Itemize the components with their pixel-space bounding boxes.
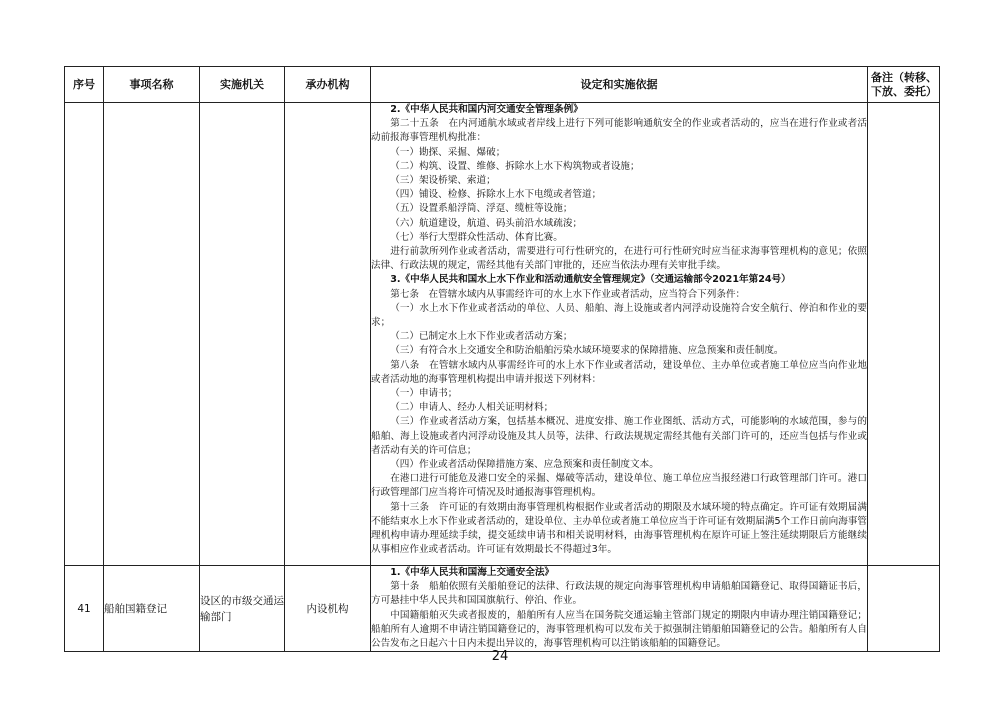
cell-handler: 内设机构 [285, 566, 371, 652]
regulation-clause: （一）申请书； [390, 388, 458, 400]
regulation-clause: （二）构筑、设置、维修、拆除水上水下构筑物或者设施； [390, 160, 640, 172]
header-seq: 序号 [65, 67, 104, 103]
cell-note [868, 103, 940, 566]
cell-basis [371, 103, 868, 566]
cell-item-name: 船舶国籍登记 [104, 566, 200, 652]
regulation-title: 2.《中华人民共和国内河交通安全管理条例》 [390, 104, 583, 115]
cell-authority [200, 103, 285, 566]
regulation-title: 1.《中华人民共和国海上交通安全法》 [390, 567, 555, 578]
permit-table [64, 66, 940, 652]
regulation-clause: 进行前款所列作业或者活动，需要进行可行性研究的，在进行可行性研究时应当征求海事管理机构的意见；依照法律、行政法规的规定，需经其他有关部门审批的，还应当依法办理有关审批手续。 [371, 246, 867, 272]
header-authority: 实施机关 [200, 67, 285, 103]
page-number: 24 [491, 649, 509, 664]
table-row [65, 103, 940, 566]
regulation-clause: （四）作业或者活动保障措施方案、应急预案和责任制度文本。 [390, 459, 659, 471]
cell-basis [371, 566, 868, 652]
cell-item-name [104, 103, 200, 566]
regulation-clause: （四）铺设、检修、拆除水上水下电缆或者管道； [390, 189, 602, 201]
regulation-clause: 第十条 船舶依照有关船舶登记的法律、行政法规的规定向海事管理机构申请船舶国籍登记、取得国籍证书后，方可悬挂中华人民共和国国旗航行、停泊、作业。 [371, 581, 867, 607]
cell-seq [65, 103, 104, 566]
regulation-clause: 第七条 在管辖水域内从事需经许可的水上水下作业或者活动，应当符合下列条件： [390, 288, 746, 300]
regulation-clause: 第八条 在管辖水域内从事需经许可的水上水下作业或者活动，建设单位、主办单位或者施工单位应当向作业地或者活动地的海事管理机构提出申请并报送下列材料： [371, 359, 867, 385]
cell-authority: 设区的市级交通运输部门 [200, 566, 285, 652]
regulation-clause: （三）作业或者活动方案，包括基本概况、进度安排、施工作业图纸、活动方式，可能影响的水域范围，参与的船舶、海上设施或者内河浮动设施及其人员等，法律、行政法规规定需经其他有关部门许可的，还应当包括与作业或者活动有关的许可信息； [371, 416, 867, 456]
header-handler: 承办机构 [285, 67, 371, 103]
table-row [65, 566, 940, 652]
regulation-clause: （二）已制定水上水下作业或者活动方案； [390, 331, 573, 343]
regulation-clause: （三）架设桥梁、索道； [390, 175, 496, 187]
regulation-clause: （一）勘探、采掘、爆破； [390, 146, 506, 158]
regulation-title: 3.《中华人民共和国水上水下作业和活动通航安全管理规定》（交通运输部令2021年第24号） [390, 274, 791, 286]
regulation-clause: 中国籍船舶灭失或者报废的，船舶所有人应当在国务院交通运输主管部门规定的期限内申请办理注销国籍登记；船舶所有人逾期不申请注销国籍登记的，海事管理机构可以发布关于拟强制注销船舶国籍登记的公告。船舶所有人自公告发布之日起六十日内未提出异议的，海事管理机构可以注销该船舶的国籍登记。 [371, 609, 867, 650]
header-item-name: 事项名称 [104, 67, 200, 103]
regulation-clause: （五）设置系船浮筒、浮趸、缆桩等设施； [390, 203, 573, 215]
regulation-clause: （三）有符合水上交通安全和防治船舶污染水域环境要求的保障措施、应急预案和责任制度。 [390, 345, 784, 357]
regulation-clause: 第二十五条 在内河通航水域或者岸线上进行下列可能影响通航安全的作业或者活动的，应当在进行作业或者活动前报海事管理机构批准： [371, 118, 867, 144]
header-note: 备注（转移、下放、委托） [868, 67, 940, 103]
cell-seq: 41 [65, 566, 104, 652]
regulation-clause: 第十三条 许可证的有效期由海事管理机构根据作业或者活动的期限及水域环境的特点确定。许可证有效期届满不能结束水上水下作业或者活动的，建设单位、主办单位或者施工单位应当于许可证有效期届满5个工作日前向海事管理机构申请办理延续手续，提交延续申请书和相关说明材料，由海事管理机构在原许可证上签注延续期限后方能继续从事相应作业或者活动。许可证有效期最长不得超过3年。 [371, 501, 867, 556]
header-basis: 设定和实施依据 [371, 67, 868, 103]
cell-note [868, 566, 940, 652]
regulation-clause: （一）水上水下作业或者活动的单位、人员、船舶、海上设施或者内河浮动设施符合安全航行、停泊和作业的要求； [371, 302, 867, 329]
table-header-row [65, 67, 940, 103]
regulation-clause: （二）申请人、经办人相关证明材料； [390, 402, 554, 414]
cell-handler [285, 103, 371, 566]
regulation-clause: （六）航道建设，航道、码头前沿水域疏浚； [390, 217, 583, 229]
regulation-clause: （七）举行大型群众性活动、体育比赛。 [390, 231, 563, 243]
regulation-clause: 在港口进行可能危及港口安全的采掘、爆破等活动，建设单位、施工单位应当报经港口行政管理部门许可。港口行政管理部门应当将许可情况及时通报海事管理机构。 [371, 473, 867, 499]
